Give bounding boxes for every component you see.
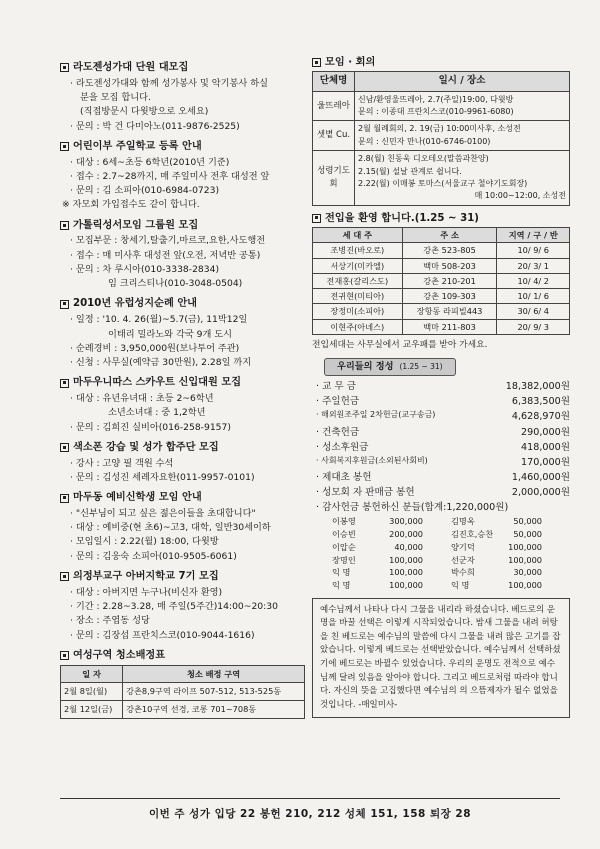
move-in-table <box>312 227 570 335</box>
donor-amount: 100,000 <box>508 541 542 552</box>
table-row <box>313 243 570 258</box>
section-line: · 문의 : 김희진 실비아(016-258-9157) <box>70 421 231 433</box>
donor-row <box>312 554 570 567</box>
group-details <box>355 121 570 151</box>
section-line: · 대상 : 유년유녀대 : 초등 2~6학년 <box>70 393 214 405</box>
table-cell: 강촌8,9구역 라이프 507-512, 513-525동 <box>123 683 305 701</box>
section-line: · 접수 : 매 미사후 대성전 앞(오전, 저녁반 공통) <box>70 249 261 261</box>
section-line: 임 크리스티나(010-3048-0504) <box>108 278 243 290</box>
donor-amount: 50,000 <box>513 516 542 527</box>
column-header: 청소 배정 구역 <box>123 665 305 683</box>
cleaning-title <box>60 648 305 664</box>
offering-label: · 제대초 봉헌 <box>316 471 372 483</box>
offering-label: · 해외원조주일 2차헌금(교구송금) <box>316 410 436 420</box>
donor-amount: 30,000 <box>513 567 542 578</box>
table-cell: 전재홍(갈리스도) <box>313 273 403 288</box>
donor-row <box>312 579 570 592</box>
table-row <box>313 319 570 334</box>
group-details <box>355 151 570 206</box>
offering-label: · 사회복지후원금(소외된사회비) <box>316 455 428 465</box>
donor-amount: 40,000 <box>394 541 423 552</box>
column-header: 일 자 <box>61 665 123 683</box>
column-header: 지역 / 구 / 반 <box>497 227 570 242</box>
daily-missal-quote: 예수님께서 나타나 다시 그물을 내리라 하셨습니다. 베드로의 운명을 바꿀 선택은 이렇게 시작되었습니다. 밤새 그물을 내려 허탕을 친 베드로는 예수님의 말씀에 다시 그물을 내려 많은 고기를 잡았습니다. 이렇게 베드로는 선택받았습니다. 예수님께서 선택하셨기에 베드로는 바뀔수 있었습니다. 우리의 운명도 전적으로 예수님께 달려 있음을 알아야 합니다. 그리고 베드로처럼 따라야 합니다. 자신의 뜻을 고집했다면 예수님의 의 으뜸제자가 될수 없었을 것입니다. -매일미사- <box>312 598 570 719</box>
section-line: · 순례경비 : 3,950,000원(보나투어 주관) <box>70 342 240 354</box>
section-line: (직접방문시 다윗방으로 오세요) <box>80 106 209 118</box>
section-line: · 문의 : 박 건 다미아노(011-9876-2525) <box>70 120 240 132</box>
offering-row <box>312 470 570 485</box>
table-cell: 10/ 9/ 6 <box>497 243 570 258</box>
section-line: 이태리 밀라노와 각국 9개 도시 <box>108 328 233 340</box>
offering-row <box>312 485 570 500</box>
table-row <box>313 121 570 151</box>
table-cell: 장항동 라피빌443 <box>402 304 497 319</box>
table-row <box>313 151 570 206</box>
section-line: ※ 자모회 가입접수도 같이 합니다. <box>62 199 200 211</box>
table-row <box>313 258 570 273</box>
section-line: · 문의 : 김성진 세례자요한(011-9957-0101) <box>70 471 255 483</box>
table-cell: 백마 211-803 <box>402 319 497 334</box>
left-column <box>60 55 305 719</box>
detail-line: 2.15(월) 설날 관계로 쉽니다. <box>358 166 462 176</box>
section-line: · 강사 : 고양 필 객원 수석 <box>70 457 174 469</box>
square-bullet-icon <box>60 651 69 660</box>
section-title-text: 여성구역 청소배정표 <box>73 649 166 661</box>
offering-label: · 성소후원금 <box>316 441 369 453</box>
section-title-text: 의정부교구 아버지학교 7기 모집 <box>73 570 219 582</box>
table-cell: 전귀현(미티아) <box>313 289 403 304</box>
right-column <box>312 55 570 718</box>
section-title <box>60 60 305 76</box>
donor-name: 김명옥 <box>451 516 475 527</box>
detail-line: 문의 : 이종대 프란치스코(010-9961-6080) <box>358 106 514 116</box>
table-cell: 장정미(소피아) <box>313 304 403 319</box>
move-in-note: 전입세대는 사무실에서 교우패를 받아 가세요. <box>312 340 488 351</box>
table-cell: 2월 8일(월) <box>61 683 123 701</box>
column-header: 주 소 <box>402 227 497 242</box>
section-line: · 기간 : 2.28~3.28, 매 주일(5주간)14:00~20:30 <box>70 601 278 612</box>
detail-line: 2월 월례회의, 2. 19(금) 10:00미사후, 소성전 <box>358 124 521 134</box>
section-title <box>60 218 305 234</box>
table-cell: 조병진(바오로) <box>313 243 403 258</box>
offering-title-text: 우리들의 정성 <box>337 361 394 373</box>
offering-amount: 18,382,000원 <box>505 381 570 393</box>
table-cell: 2월 12일(금) <box>61 700 123 718</box>
offering-row <box>312 455 570 470</box>
group-name: 성령기도회 <box>313 151 355 206</box>
section-title <box>60 490 305 506</box>
thanks-heading: · 감사헌금 봉헌하신 분들(합계:1,220,000원) <box>316 502 509 514</box>
meeting-title <box>312 55 570 70</box>
donor-row <box>312 541 570 554</box>
donor-name: 박수희 <box>451 567 475 578</box>
donor-name: 익 명 <box>332 579 351 590</box>
square-bullet-icon <box>60 221 69 230</box>
square-bullet-icon <box>312 58 321 67</box>
group-details <box>355 91 570 121</box>
offering-amount: 290,000원 <box>521 426 570 438</box>
table-row <box>61 700 305 718</box>
table-cell: 백마 508-203 <box>402 258 497 273</box>
section-line: · 대상 : 6세~초등 6학년(2010년 기준) <box>70 156 230 168</box>
table-cell: 20/ 3/ 1 <box>497 258 570 273</box>
offering-label: · 건축헌금 <box>316 426 360 438</box>
offering-label: · 성모회 자 판매금 봉헌 <box>316 487 415 499</box>
table-row <box>313 91 570 121</box>
table-header <box>61 665 305 683</box>
section-title-text: 색소폰 강습 및 성가 합주단 모집 <box>73 441 219 453</box>
square-bullet-icon <box>312 214 321 223</box>
table-cell: 10/ 4/ 2 <box>497 273 570 288</box>
section-line: 소년소녀대 : 중 1,2학년 <box>108 407 206 419</box>
column-header: 일시 / 장소 <box>355 72 570 91</box>
section-title <box>60 440 305 456</box>
section-line: · 일정 : '10. 4. 26(월)~5.7(금), 11박12일 <box>70 314 248 326</box>
column-header: 단체명 <box>313 72 355 91</box>
section-line: · 문의 : 차 루시아(010-3338-2834) <box>70 263 220 275</box>
donor-name: 선군자 <box>451 554 475 565</box>
donor-amount: 100,000 <box>389 579 423 590</box>
offering-row <box>312 409 570 424</box>
section-title-text: 마두우니따스 스카우트 신입대원 모집 <box>73 377 242 389</box>
section-title-text: 마두동 예비신학생 모임 안내 <box>73 492 202 504</box>
offering-amount: 6,383,500원 <box>511 396 570 408</box>
table-cell: 30/ 6/ 4 <box>497 304 570 319</box>
offering-amount: 170,000원 <box>521 456 570 468</box>
offering-label: · 주일헌금 <box>316 396 360 408</box>
detail-line: 신남/환영울뜨레아, 2.7(주일)19:00, 다윗방 <box>358 94 514 104</box>
group-name: 울뜨레아 <box>313 91 355 121</box>
section-line: · 모집부문 : 창세기,탈출기,마르코,요한,사도행전 <box>70 235 266 247</box>
table-row <box>61 683 305 701</box>
table-cell: 강촌10구역 선경, 코롱 701~708동 <box>123 700 305 718</box>
square-bullet-icon <box>60 142 69 151</box>
section-title <box>60 139 305 155</box>
donor-amount: 50,000 <box>513 529 542 540</box>
detail-line: 2.8(월) 친동욱 디오테오(말씀과찬양) <box>358 154 489 164</box>
group-name: 셋볕 Cu. <box>313 121 355 151</box>
table-row <box>313 273 570 288</box>
donor-amount: 300,000 <box>389 516 423 527</box>
donor-amount: 100,000 <box>389 554 423 565</box>
detail-line: 매 10:00~12:00, 소성전 <box>474 191 566 201</box>
table-cell: 10/ 1/ 6 <box>497 289 570 304</box>
section-line: · 접수 : 2.7~28까지, 매 주일미사 전후 대성전 앞 <box>70 170 270 182</box>
donor-name: 양기덕 <box>451 541 475 552</box>
table-row <box>313 304 570 319</box>
table-cell: 강촌 210-201 <box>402 273 497 288</box>
donor-name: 익 명 <box>332 567 351 578</box>
meeting-table <box>312 71 570 205</box>
offering-row <box>312 379 570 394</box>
column-header: 세 대 주 <box>313 227 403 242</box>
offering-amount: 418,000원 <box>521 441 570 453</box>
donor-name: 이봉영 <box>332 516 356 527</box>
square-bullet-icon <box>60 379 69 388</box>
offering-row <box>312 440 570 455</box>
table-cell: 이현주(아녜스) <box>313 319 403 334</box>
square-bullet-icon <box>60 572 69 581</box>
donor-amount: 100,000 <box>389 567 423 578</box>
table-header <box>313 72 570 91</box>
offering-title <box>324 358 456 376</box>
section-line: · 문의 : 김 소피아(010-6984-0723) <box>70 185 220 197</box>
donor-amount: 200,000 <box>389 529 423 540</box>
section-line: · 문의 : 김웅숙 소피아(010-9505-6061) <box>70 550 237 562</box>
section-line: · "신부님이 되고 싶은 젊은이들을 초대합니다" <box>70 507 256 519</box>
donor-row <box>312 566 570 579</box>
section-line: 분을 모집 합니다. <box>80 92 151 104</box>
section-line: · 대상 : 아버지면 누구나(비신자 환영) <box>70 586 223 598</box>
detail-line: 문의 : 신민자 만나(010-6746-0100) <box>358 136 491 146</box>
cleaning-table <box>60 665 305 719</box>
section-title-text: 전입을 환영 합니다.(1.25 ~ 31) <box>325 212 479 224</box>
offering-amount: 4,628,970원 <box>511 411 570 423</box>
section-title <box>60 296 305 312</box>
table-cell: 서상기(미카엘) <box>313 258 403 273</box>
section-title-text: 가톨릭성서모임 그룹원 모집 <box>73 219 199 231</box>
table-cell: 20/ 9/ 3 <box>497 319 570 334</box>
square-bullet-icon <box>60 494 69 503</box>
section-line: · 신청 : 사무실(예약금 30만원), 2.28일 까지 <box>70 357 252 368</box>
table-header <box>313 227 570 242</box>
donor-row <box>312 515 570 528</box>
section-title <box>60 375 305 391</box>
offering-period: (1.25 ~ 31) <box>399 362 443 372</box>
section-line: · 모임일시 : 2.22(월) 18:00, 다윗방 <box>70 536 219 548</box>
donor-amount: 100,000 <box>508 554 542 565</box>
square-bullet-icon <box>60 443 69 452</box>
section-title-text: 어린이부 주일학교 등록 안내 <box>73 140 202 152</box>
square-bullet-icon <box>60 300 69 309</box>
donor-amount: 100,000 <box>508 579 542 590</box>
hymn-footer: 이번 주 성가 입당 22 봉헌 210, 212 성체 151, 158 퇴장 28 <box>60 798 560 821</box>
offering-label: · 교 무 금 <box>316 381 357 393</box>
section-title-text: 2010년 유럽성지순례 안내 <box>73 298 198 310</box>
offering-amount: 2,000,000원 <box>511 487 570 499</box>
section-line: · 라도젠성가대와 함께 성가봉사 및 악기봉사 하실 <box>70 77 268 89</box>
offering-row <box>312 425 570 440</box>
table-cell: 강촌 523-805 <box>402 243 497 258</box>
offering-amount: 1,460,000원 <box>511 471 570 483</box>
table-row <box>313 289 570 304</box>
offering-row <box>312 394 570 409</box>
section-title-text: 모임 · 회의 <box>325 57 376 68</box>
move-in-title <box>312 211 570 226</box>
section-line: · 장소 : 주엽동 성당 <box>70 615 150 627</box>
donor-name: 이압순 <box>332 541 356 552</box>
donor-name: 익 명 <box>451 579 470 590</box>
section-line: · 대상 : 예비중(현 초6)~고3, 대학, 일반30세이하 <box>70 522 271 534</box>
section-line: · 문의 : 김장섭 프란치스코(010-9044-1616) <box>70 629 255 641</box>
square-bullet-icon <box>60 63 69 72</box>
donor-name: 장명인 <box>332 554 356 565</box>
donor-name: 김진호,승찬 <box>451 529 494 540</box>
table-cell: 강촌 109-303 <box>402 289 497 304</box>
section-title-text: 라도젠성가대 단원 대모집 <box>73 62 189 73</box>
donor-row <box>312 528 570 541</box>
section-title <box>60 569 305 585</box>
detail-line: 2.22(월) 이매봉 토마스(서울교구 철야기도회장) <box>358 178 528 188</box>
donor-name: 이승빈 <box>332 529 356 540</box>
